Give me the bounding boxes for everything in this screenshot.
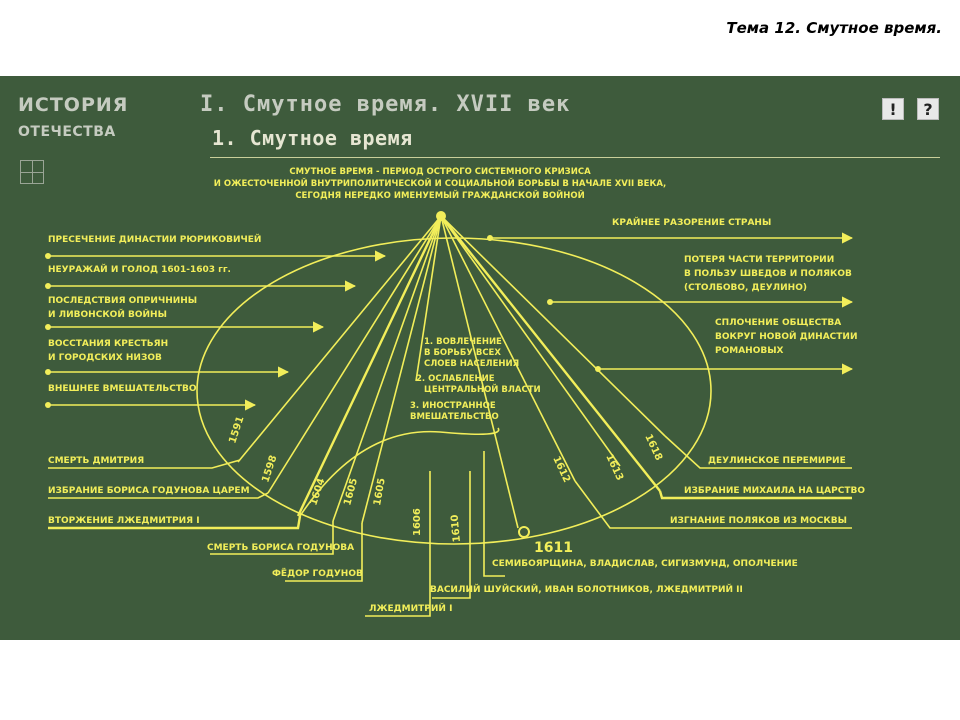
stage-label: СЛОЕВ НАСЕЛЕНИЯ — [424, 359, 520, 369]
year-label: 1613 — [603, 452, 626, 483]
definition-line: СЕГОДНЯ НЕРЕДКО ИМЕНУЕМЫЙ ГРАЖДАНСКОЙ ВОЙНОЙ — [295, 191, 585, 201]
brand-title: ИСТОРИЯ — [18, 94, 129, 116]
consequence-label: СПЛОЧЕНИЕ ОБЩЕСТВА — [715, 318, 842, 328]
year-label: 1605 — [342, 477, 361, 507]
subsection-heading: 1. Смутное время — [212, 126, 413, 150]
cause-dot — [45, 369, 51, 375]
consequence-label: ПОТЕРЯ ЧАСТИ ТЕРРИТОРИИ — [684, 255, 835, 265]
year-label: 1610 — [449, 514, 463, 543]
consequence-dot — [547, 299, 553, 305]
apex-line — [238, 216, 441, 462]
definition-text — [185, 166, 695, 202]
exclaim-button[interactable]: ! — [882, 98, 904, 120]
brand-subtitle: ОТЕЧЕСТВА — [18, 124, 116, 140]
cause-dot — [45, 324, 51, 330]
event-label: ВТОРЖЕНИЕ ЛЖЕДМИТРИЯ I — [48, 516, 200, 526]
event-label: ИЗБРАНИЕ БОРИСА ГОДУНОВА ЦАРЕМ — [48, 486, 250, 496]
heading-divider — [210, 157, 940, 158]
stage-label: ВМЕШАТЕЛЬСТВО — [410, 412, 499, 422]
diagram-board — [0, 76, 960, 640]
year-label: 1611 — [534, 540, 573, 556]
event-label: ФЁДОР ГОДУНОВ — [272, 569, 363, 579]
consequence-dot — [595, 366, 601, 372]
cause-label: И ГОРОДСКИХ НИЗОВ — [48, 353, 162, 363]
cause-dot — [45, 402, 51, 408]
stage-label: 2. ОСЛАБЛЕНИЕ — [416, 374, 495, 384]
event-label: ДЕУЛИНСКОЕ ПЕРЕМИРИЕ — [708, 456, 846, 466]
stage-label: ЦЕНТРАЛЬНОЙ ВЛАСТИ — [424, 385, 541, 395]
definition-line: И ОЖЕСТОЧЕННОЙ ВНУТРИПОЛИТИЧЕСКОЙ И СОЦИАЛЬНОЙ БОРЬБЫ В НАЧАЛЕ XVII ВЕКА, — [213, 179, 667, 189]
cause-label: И ЛИВОНСКОЙ ВОЙНЫ — [48, 310, 167, 320]
event-label: ИЗГНАНИЕ ПОЛЯКОВ ИЗ МОСКВЫ — [670, 516, 847, 526]
consequence-label: КРАЙНЕЕ РАЗОРЕНИЕ СТРАНЫ — [612, 218, 772, 228]
event-label: СМЕРТЬ БОРИСА ГОДУНОВА — [207, 543, 355, 553]
help-button[interactable]: ? — [917, 98, 939, 120]
stage-label: 1. ВОВЛЕЧЕНИЕ — [424, 337, 502, 347]
event-label: СМЕРТЬ ДМИТРИЯ — [48, 456, 145, 466]
consequence-label: (СТОЛБОВО, ДЕУЛИНО) — [684, 283, 807, 293]
stage-label: 3. ИНОСТРАННОЕ — [410, 401, 496, 411]
section-heading: I. Смутное время. XVII век — [200, 92, 571, 117]
consequence-dot — [487, 235, 493, 241]
year-label: 1606 — [412, 508, 423, 536]
year-1611-dot — [519, 527, 529, 537]
consequence-label: ВОКРУГ НОВОЙ ДИНАСТИИ — [715, 332, 858, 342]
year-label: 1612 — [550, 454, 573, 485]
cause-label: ПРЕСЕЧЕНИЕ ДИНАСТИИ РЮРИКОВИЧЕЙ — [48, 235, 262, 245]
cause-label: ВНЕШНЕЕ ВМЕШАТЕЛЬСТВО — [48, 384, 197, 394]
apex-dot — [436, 211, 446, 221]
cause-label: ВОССТАНИЯ КРЕСТЬЯН — [48, 339, 169, 349]
cause-dot — [45, 253, 51, 259]
cause-label: НЕУРАЖАЙ И ГОЛОД 1601-1603 гг. — [48, 265, 231, 275]
year-label: 1604 — [308, 477, 328, 507]
cusp-curve — [300, 428, 499, 516]
event-label: ВАСИЛИЙ ШУЙСКИЙ, ИВАН БОЛОТНИКОВ, ЛЖЕДМИТРИЙ II — [430, 585, 743, 595]
year-label: 1591 — [227, 415, 247, 445]
definition-line: СМУТНОЕ ВРЕМЯ - ПЕРИОД ОСТРОГО СИСТЕМНОГО КРИЗИСА — [289, 167, 591, 177]
event-label: СЕМИБОЯРЩИНА, ВЛАДИСЛАВ, СИГИЗМУНД, ОПОЛЧЕНИЕ — [492, 559, 798, 569]
grid-menu-icon[interactable] — [20, 160, 44, 184]
consequence-label: РОМАНОВЫХ — [715, 346, 784, 356]
slide-title: Тема 12. Смутное время. — [726, 19, 942, 37]
year-label: 1605 — [372, 477, 388, 507]
cause-label: ПОСЛЕДСТВИЯ ОПРИЧНИНЫ — [48, 296, 198, 306]
cause-dot — [45, 283, 51, 289]
consequence-label: В ПОЛЬЗУ ШВЕДОВ И ПОЛЯКОВ — [684, 269, 852, 279]
year-label: 1598 — [260, 454, 280, 484]
apex-line — [268, 216, 441, 493]
event-label: ИЗБРАНИЕ МИХАИЛА НА ЦАРСТВО — [684, 486, 865, 496]
year-label: 1618 — [642, 432, 665, 463]
event-label: ЛЖЕДМИТРИЙ I — [369, 604, 453, 614]
stage-label: В БОРЬБУ ВСЕХ — [424, 348, 501, 358]
